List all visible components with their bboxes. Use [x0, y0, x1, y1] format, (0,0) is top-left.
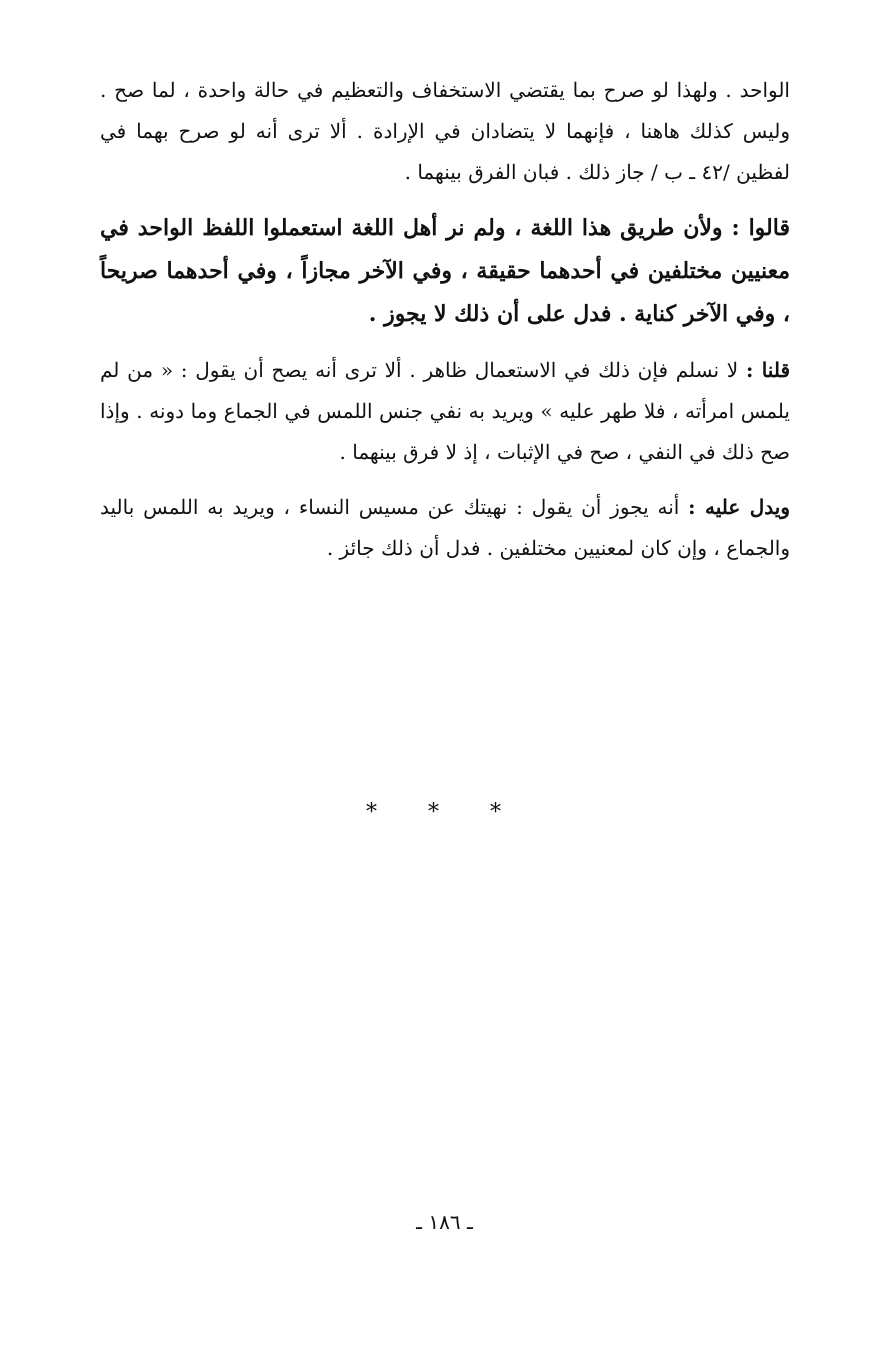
- paragraph-2-lead: قالوا :: [731, 215, 790, 241]
- paragraph-2: [100, 207, 790, 336]
- paragraph-1: [100, 70, 790, 193]
- page-number: ـ ١٨٦ ـ: [416, 1210, 473, 1234]
- paragraph-4: [100, 487, 790, 569]
- section-separator: * * *: [366, 800, 523, 825]
- paragraph-2-text: ولأن طريق هذا اللغة ، ولم نر أهل اللغة استعملوا اللفظ الواحد في معنيين مختلفين في أحدهما حقيقة ، وفي الآخر مجازاً ، وفي أحدهما صريحاً ، وفي الآخر كناية . فدل على أن ذلك لا يجوز .: [100, 215, 790, 327]
- paragraph-1-text: الواحد . ولهذا لو صرح بما يقتضي الاستخفاف والتعظيم في حالة واحدة ، لما صح . وليس كذلك هاهنا ، فإنهما لا يتضادان في الإرادة . ألا ترى أنه لو صرح بهما في لفظين /٤٢ ـ ب / جاز ذلك . فبان الفرق بينهما .: [100, 78, 790, 184]
- paragraph-3-text: لا نسلم فإن ذلك في الاستعمال ظاهر . ألا ترى أنه يصح أن يقول : « من لم يلمس امرأته ، فلا طهر عليه » ويريد به نفي جنس اللمس في الجماع وما دونه . وإذا صح ذلك في النفي ، صح في الإثبات ، إذ لا فرق بينهما .: [100, 358, 790, 464]
- paragraph-3-lead: قلنا :: [745, 358, 791, 382]
- page-content: [100, 70, 790, 583]
- paragraph-3: [100, 350, 790, 473]
- paragraph-4-text: أنه يجوز أن يقول : نهيتك عن مسيس النساء ، ويريد به اللمس باليد والجماع ، وإن كان لمعنيين مختلفين . فدل أن ذلك جائز .: [100, 495, 790, 560]
- paragraph-4-lead: ويدل عليه :: [688, 495, 790, 519]
